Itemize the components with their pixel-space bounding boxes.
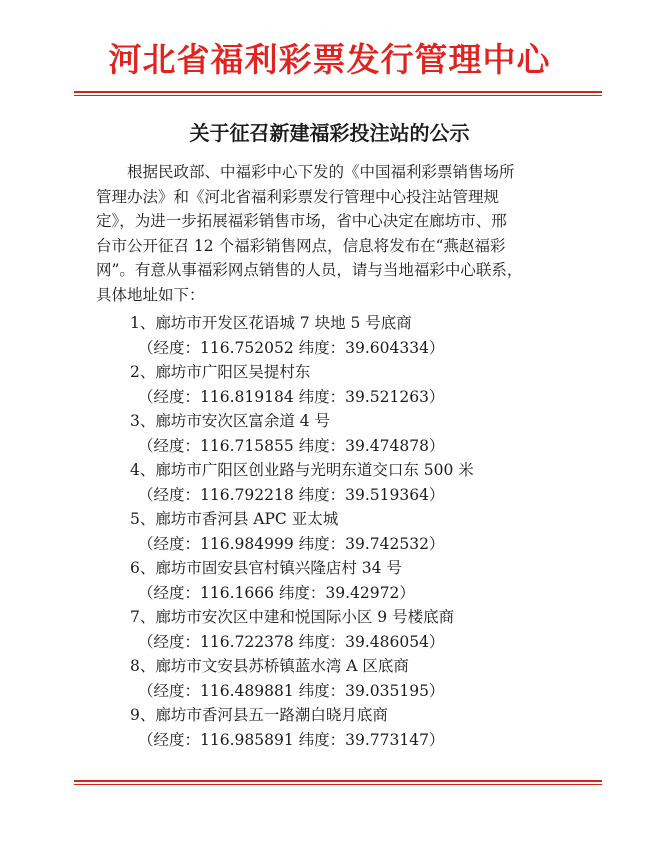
issuer-header: 河北省福利彩票发行管理中心: [108, 40, 551, 79]
location-address: 5、廊坊市香河县 APC 亚太城: [130, 510, 339, 528]
location-coordinates: （经度：116.489881 纬度：39.035195）: [138, 681, 445, 700]
body-line: 具体地址如下：: [96, 285, 205, 304]
location-address: 3、廊坊市安次区富余道 4 号: [130, 412, 331, 430]
location-coordinates: （经度：116.722378 纬度：39.486054）: [138, 632, 445, 651]
location-coordinates: （经度：116.819184 纬度：39.521263）: [138, 387, 445, 406]
footer-rule-thick: [74, 780, 602, 782]
body-line: 定》，为进一步拓展福彩销售市场，省中心决定在廊坊市、邢: [96, 212, 507, 230]
location-address: 8、廊坊市文安县苏桥镇蓝水湾 A 区底商: [130, 657, 409, 675]
body-line: 管理办法》和《河北省福利彩票发行管理中心投注站管理规: [96, 187, 500, 206]
location-address: 2、廊坊市广阳区吴提村东: [130, 363, 311, 381]
location-item: [130, 507, 474, 556]
header-rule-thick: [74, 91, 602, 93]
location-item: [130, 703, 474, 752]
location-coordinates: （经度：116.715855 纬度：39.474878）: [138, 436, 445, 455]
location-coordinates: （经度：116.792218 纬度：39.519364）: [138, 485, 445, 504]
location-item: [130, 654, 474, 703]
location-item: [130, 360, 474, 409]
location-list: [130, 311, 474, 752]
location-address: 1、廊坊市开发区花语城 7 块地 5 号底商: [130, 314, 412, 332]
location-item: [130, 458, 474, 507]
location-item: [130, 556, 474, 605]
body-line: 网”。有意从事福彩网点销售的人员，请与当地福彩中心联系，: [96, 261, 523, 279]
location-coordinates: （经度：116.984999 纬度：39.742532）: [138, 534, 445, 553]
body-line: 根据民政部、中福彩中心下发的《中国福利彩票销售场所: [127, 163, 515, 181]
header-rule-thin: [74, 95, 602, 96]
footer-rule-thin: [74, 784, 602, 785]
location-coordinates: （经度：116.985891 纬度：39.773147）: [138, 730, 445, 749]
document-title: 关于征召新建福彩投注站的公示: [189, 121, 470, 145]
body-paragraph: [96, 160, 586, 307]
location-address: 4、廊坊市广阳区创业路与光明东道交口东 500 米: [130, 461, 474, 479]
location-address: 7、廊坊市安次区中建和悦国际小区 9 号楼底商: [130, 608, 455, 626]
location-item: [130, 311, 474, 360]
location-coordinates: （经度：116.752052 纬度：39.604334）: [138, 338, 445, 357]
location-address: 6、廊坊市固安县官村镇兴隆店村 34 号: [130, 559, 402, 577]
location-coordinates: （经度：116.1666 纬度：39.42972）: [138, 583, 415, 602]
location-item: [130, 605, 474, 654]
location-item: [130, 409, 474, 458]
location-address: 9、廊坊市香河县五一路潮白晓月底商: [130, 706, 388, 724]
body-line: 台市公开征召 12 个福彩销售网点，信息将发布在“燕赵福彩: [96, 236, 506, 255]
